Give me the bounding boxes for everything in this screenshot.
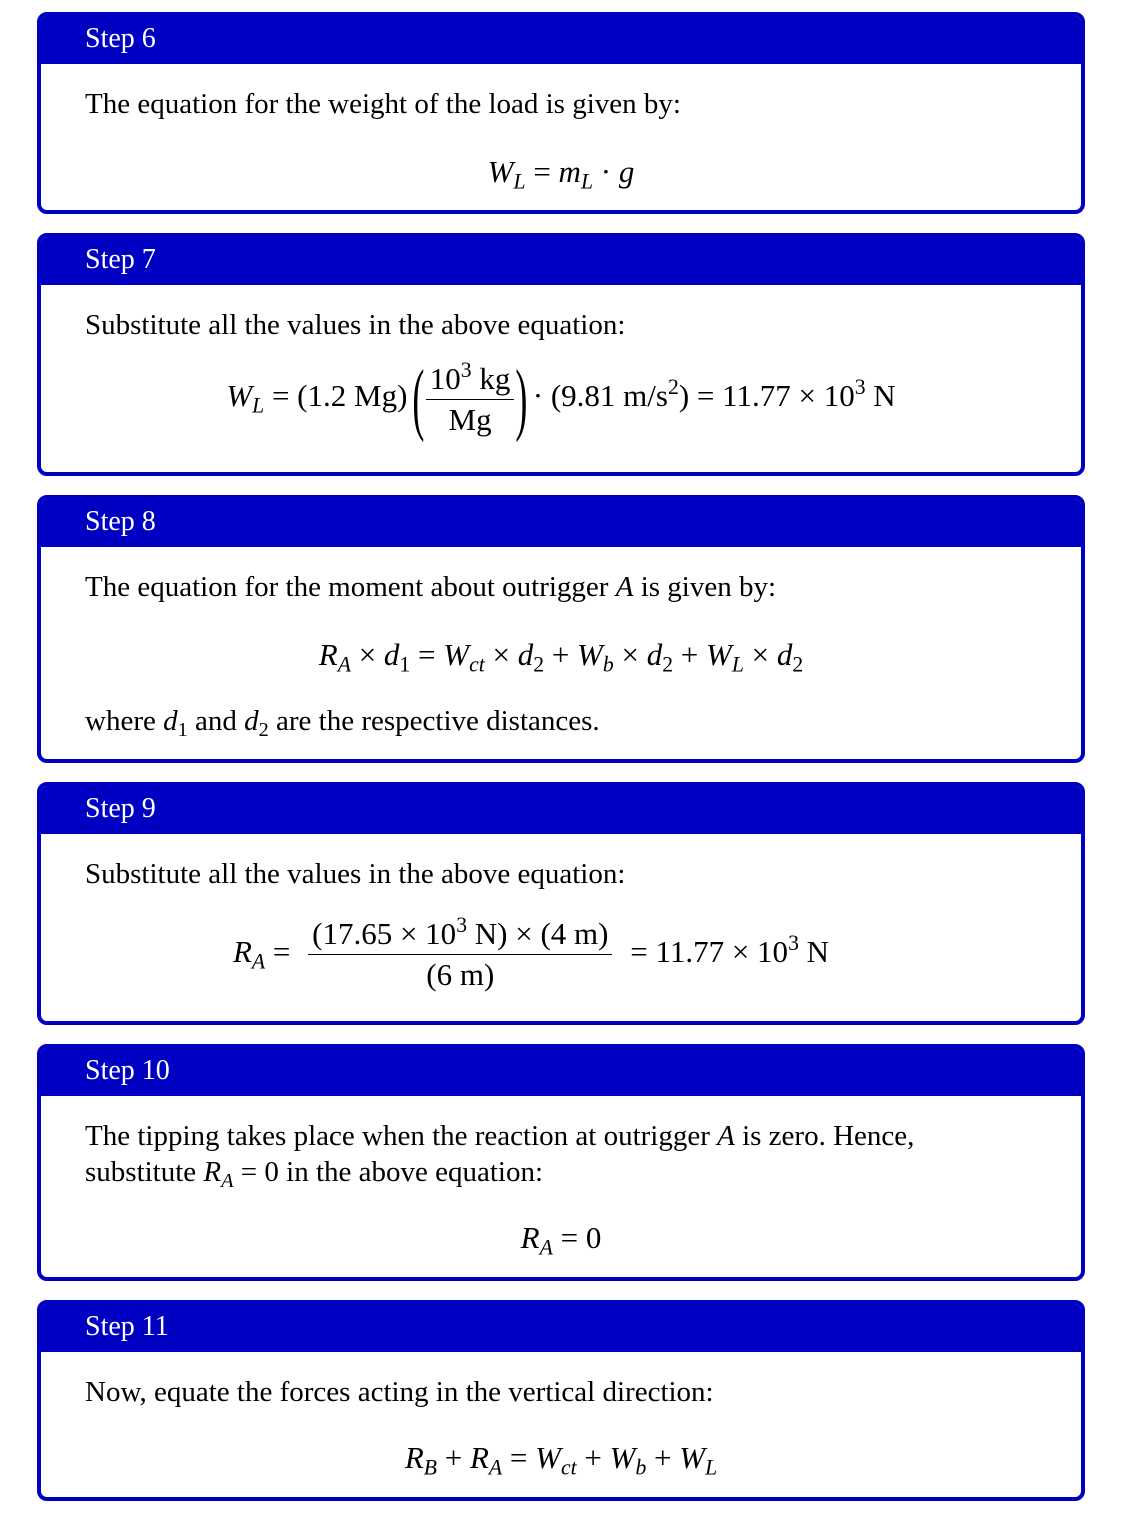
step-9-header: Step 9 — [41, 786, 1081, 834]
equation-content: $R_A \times d_1 = W_{ct} \times d_2 + W_b \times d_2 + W_L \times d_2$ — [318, 637, 804, 677]
step-10-equation — [41, 1220, 1081, 1260]
step-6-box — [37, 12, 1085, 214]
step-10-text-line1: The tipping takes place when the reaction at outrigger A is zero. Hence, — [85, 1120, 915, 1152]
right-paren: ) — [515, 355, 528, 443]
step-11-box — [37, 1300, 1085, 1501]
step-8-equation — [41, 637, 1081, 677]
step-6-equation — [41, 154, 1081, 194]
step-9-box — [37, 782, 1085, 1025]
step-9-equation — [37, 913, 1081, 993]
step-10-text-line2: substitute $R_A = 0$ in the above equation: — [85, 1156, 544, 1193]
equation-content: $R_A$ = $\frac{(17.65 \times 10^3 N) \times (4 m)}{(6 m)}$ = $11.77 \times 10^3$ N — [232, 913, 830, 992]
ra-fraction: $\frac{(17.65 \times 10^3 N) \times (4 m)}{(6 m)}$ — [308, 916, 612, 993]
step-7-text: Substitute all the values in the above equation: — [85, 309, 626, 341]
unit-fraction: $\frac{10^3 kg}{Mg}$ — [426, 361, 515, 438]
step-8-box — [37, 495, 1085, 763]
equation-content: $W_L = (1.2$ Mg) ( $\frac{10^3 kg}{Mg}$ ) · (9.81 $m/s^2) = 11.77 \times 10^3$ N — [226, 355, 896, 443]
step-8-note: where $d_1$ and $d_2$ are the respective distances. — [85, 705, 600, 742]
equation-content: $R_A = 0$ — [520, 1220, 602, 1260]
step-9-text: Substitute all the values in the above equation: — [85, 858, 626, 890]
step-11-header: Step 11 — [41, 1304, 1081, 1352]
step-11-text: Now, equate the forces acting in the vertical direction: — [85, 1376, 714, 1408]
step-10-box — [37, 1044, 1085, 1281]
equation-content: $R_B + R_A = W_{ct} + W_b + W_L$ — [404, 1440, 718, 1480]
step-7-equation — [41, 355, 1081, 443]
left-paren: ( — [412, 355, 425, 443]
step-8-header: Step 8 — [41, 499, 1081, 547]
equation-content: $W_L = m_L \cdot g$ — [487, 154, 635, 194]
step-7-box — [37, 233, 1085, 476]
step-6-text: The equation for the weight of the load is given by: — [85, 88, 681, 120]
step-6-header: Step 6 — [41, 16, 1081, 64]
step-8-text: The equation for the moment about outrigger A is given by: — [85, 571, 777, 603]
step-11-equation — [41, 1440, 1081, 1480]
step-7-header: Step 7 — [41, 237, 1081, 285]
step-10-header: Step 10 — [41, 1048, 1081, 1096]
